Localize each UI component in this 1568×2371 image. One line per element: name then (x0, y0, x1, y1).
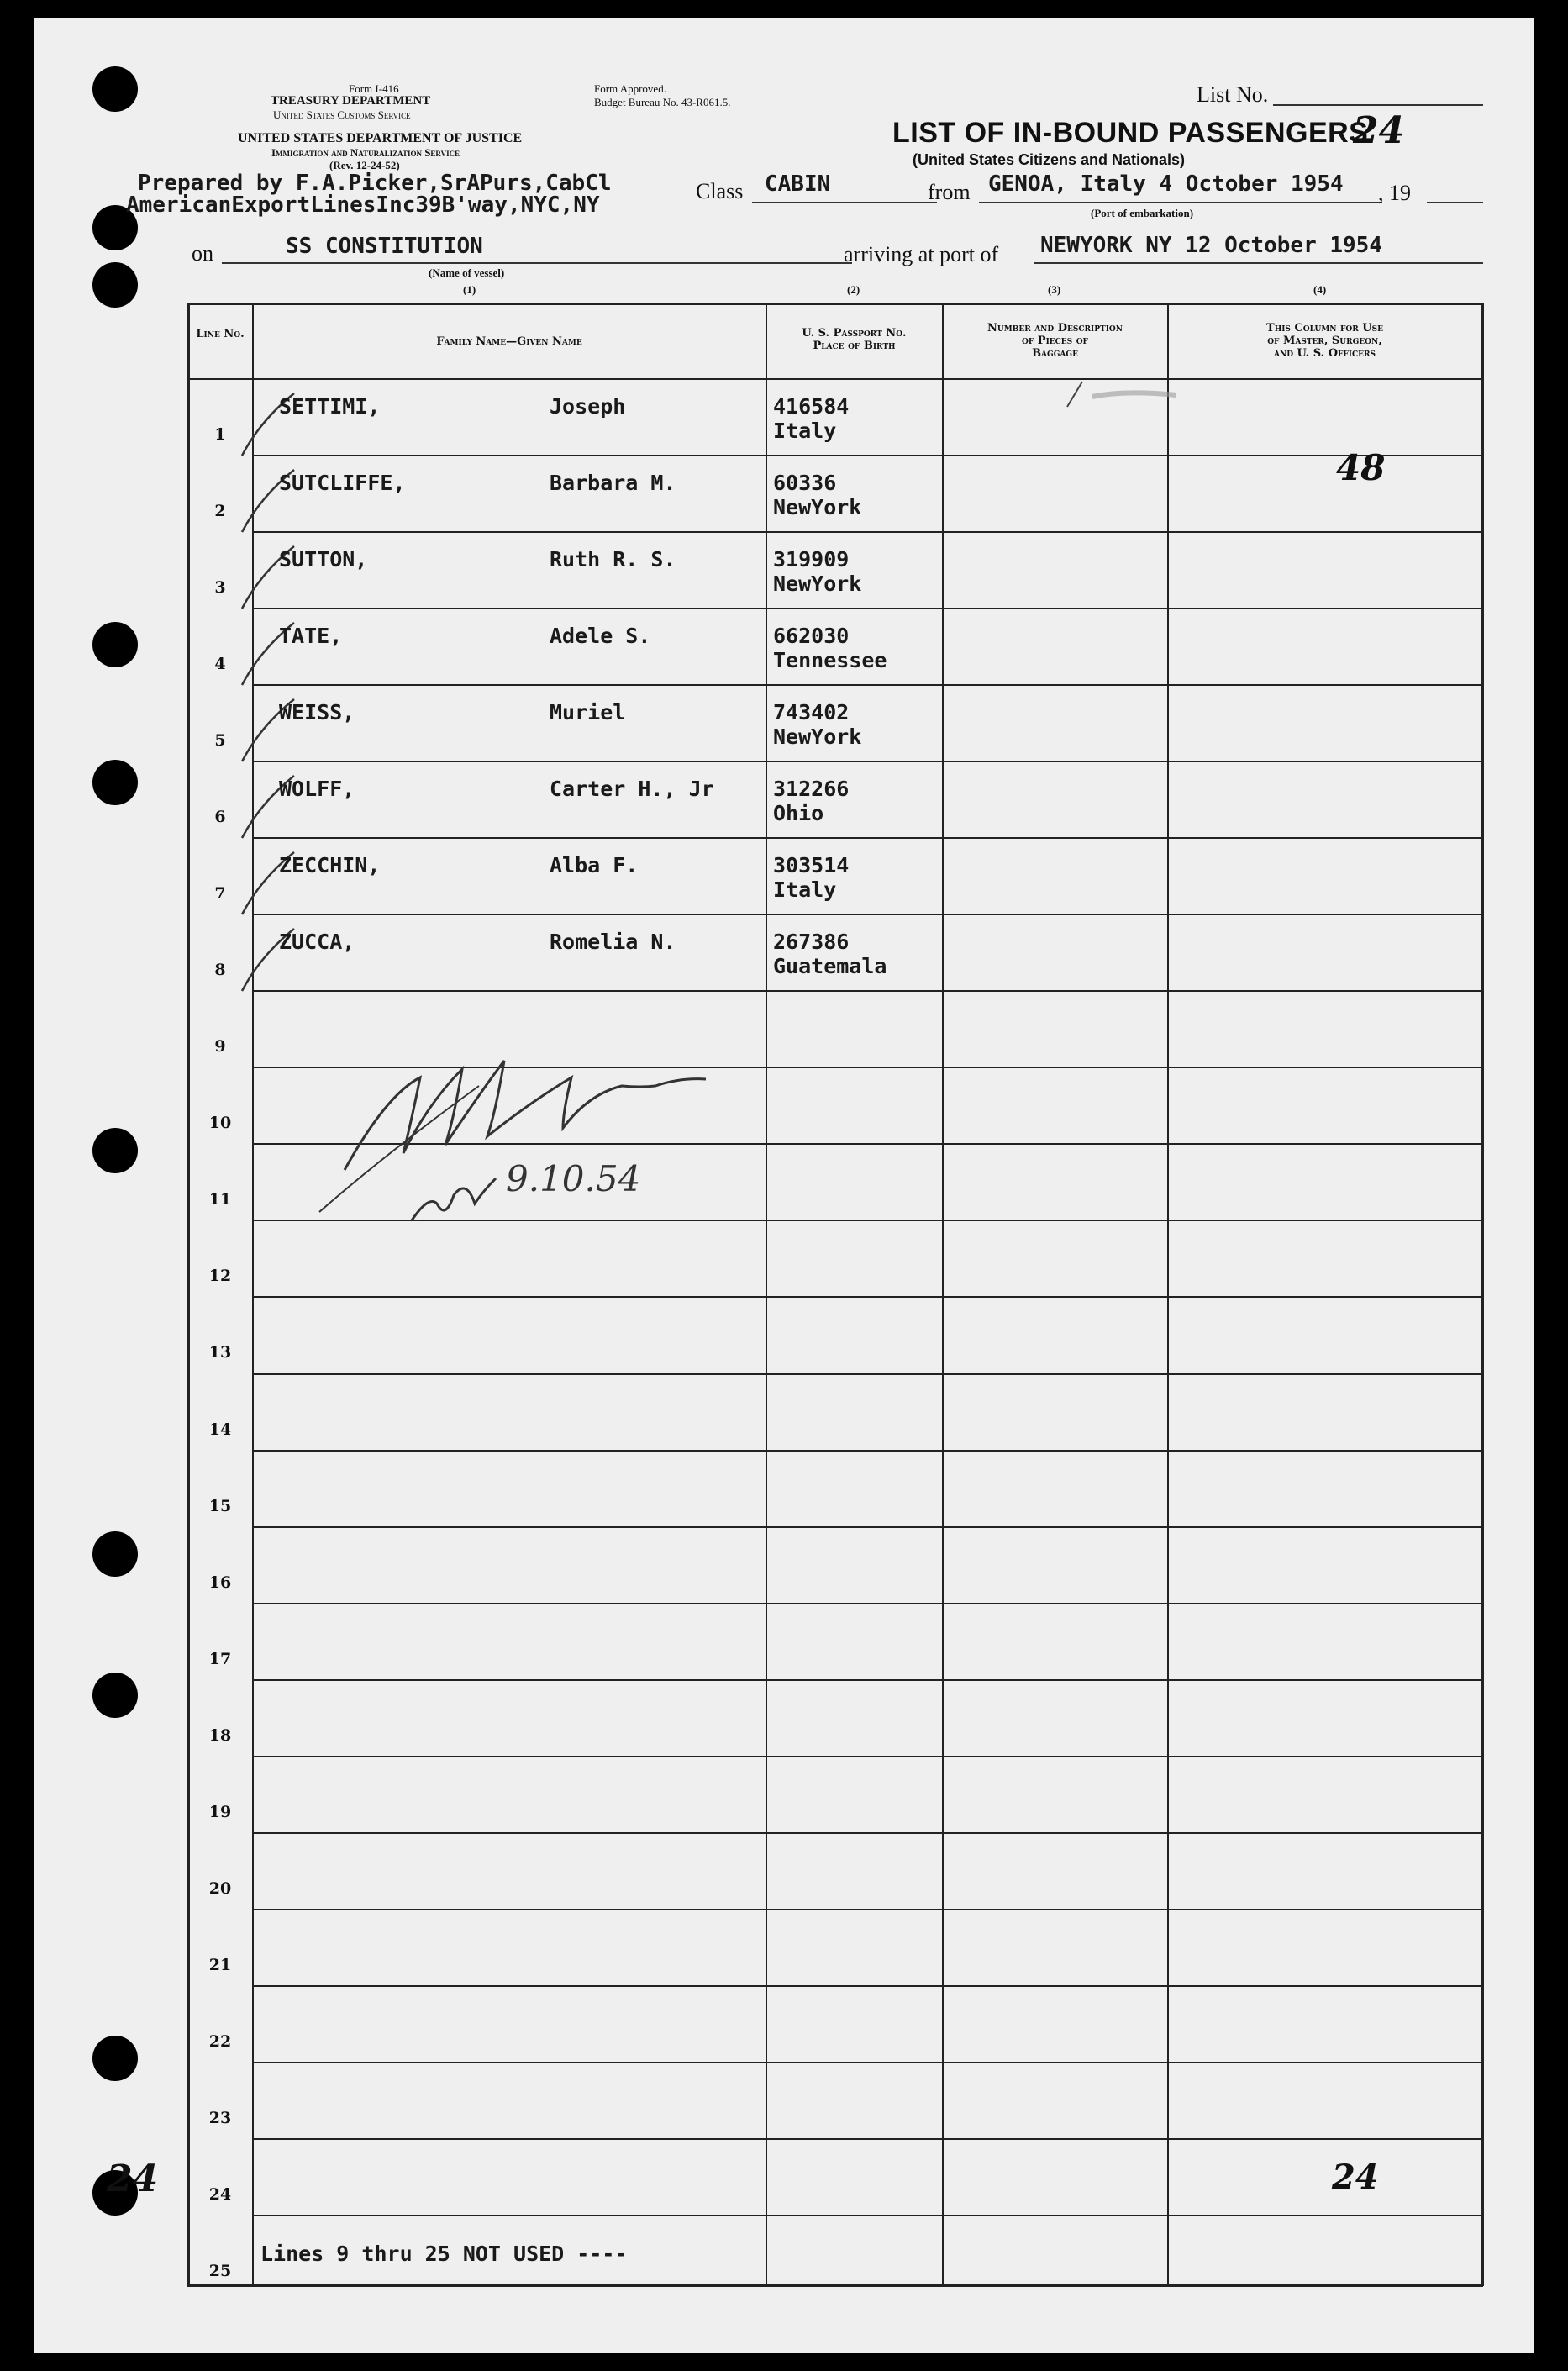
prepared-by-line2: AmericanExportLinesInc39B'way,NYC,NY (126, 192, 600, 218)
row-divider (252, 1373, 1483, 1375)
passenger-table (34, 18, 1534, 2353)
line-number: 4 (214, 655, 226, 674)
row-divider (252, 1679, 1483, 1681)
col-num-1: (1) (463, 283, 476, 296)
line-number: 2 (214, 502, 226, 521)
line-number: 14 (208, 1420, 232, 1439)
passenger-given-name: Ruth R. S. (550, 547, 676, 572)
place-of-birth: NewYork (773, 724, 862, 750)
col-num-2: (2) (847, 283, 860, 296)
passport-number: 312266 (773, 777, 850, 802)
line-number: 16 (208, 1573, 232, 1592)
vessel-caption: (Name of vessel) (429, 266, 505, 279)
line-number: 15 (208, 1496, 232, 1515)
passport-number: 743402 (773, 700, 850, 725)
revision: (Rev. 12-24-52) (329, 159, 400, 171)
passenger-family-name: SETTIMI, (279, 394, 381, 419)
col-header-baggage-3: Baggage (1032, 347, 1078, 360)
line-number: 7 (214, 884, 226, 904)
col-header-passport (767, 327, 941, 352)
passport-number: 60336 (773, 471, 837, 496)
line-number: 21 (208, 1955, 232, 1974)
line-number: 23 (208, 2108, 232, 2127)
lines-not-used-note: Lines 9 thru 25 NOT USED ---- (260, 2242, 628, 2266)
signature-date: 9.10.54 (506, 1158, 641, 1199)
row-divider (252, 2062, 1483, 2063)
row-divider (252, 455, 1483, 456)
row-divider (252, 837, 1483, 839)
col-header-passport-1: U. S. Passport No. (802, 327, 907, 340)
passenger-family-name: SUTTON, (279, 547, 368, 572)
line-number: 5 (214, 731, 226, 751)
col-divider-baggage (1167, 303, 1169, 2286)
arriving-label: arriving at port of (844, 242, 999, 266)
col-header-officers-1: This Column for Use (1266, 322, 1383, 335)
place-of-birth: Ohio (773, 801, 824, 826)
prepared-by-line1: Prepared by F.A.Picker,SrAPurs,CabCl (138, 171, 612, 196)
line-number: 24 (208, 2184, 232, 2204)
place-of-birth: Guatemala (773, 954, 887, 979)
table-bottom-border (187, 2284, 1483, 2287)
passenger-family-name: TATE, (279, 624, 343, 649)
row-divider (252, 684, 1483, 686)
passenger-family-name: WEISS, (279, 700, 355, 725)
place-of-birth: Italy (773, 877, 837, 903)
passenger-family-name: ZECCHIN, (279, 853, 381, 878)
from-label: from (928, 180, 971, 204)
vessel-name: SS CONSTITUTION (286, 234, 483, 259)
place-of-birth: NewYork (773, 495, 862, 520)
passenger-given-name: Adele S. (550, 624, 651, 649)
line-number: 12 (208, 1267, 232, 1286)
line-number: 8 (214, 961, 226, 980)
port-embark-caption: (Port of embarkation) (1091, 207, 1194, 219)
line-number: 11 (208, 1190, 232, 1209)
row-divider (252, 1296, 1483, 1298)
header-row-divider (187, 378, 1483, 380)
line-number: 19 (208, 1802, 232, 1821)
line-number: 18 (208, 1726, 232, 1745)
left-margin-number: 24 (107, 2158, 159, 2200)
list-subtitle: (United States Citizens and Nationals) (913, 151, 1186, 168)
row-divider (252, 1450, 1483, 1452)
on-label: on (192, 241, 213, 266)
passport-number: 319909 (773, 547, 850, 572)
line-number: 20 (208, 1878, 232, 1898)
budget-bureau: Budget Bureau No. 43-R061.5. (594, 96, 731, 108)
form-approved: Form Approved. (594, 82, 666, 95)
col-num-4: (4) (1313, 283, 1327, 296)
form-number: Form I-416 (349, 82, 399, 95)
row-divider (252, 2138, 1483, 2140)
line-number: 25 (208, 2261, 232, 2280)
table-top-border (187, 303, 1483, 305)
row-divider (252, 914, 1483, 915)
passenger-given-name: Barbara M. (550, 471, 676, 496)
row-divider (252, 1526, 1483, 1528)
passenger-family-name: SUTCLIFFE, (279, 471, 406, 496)
baggage-scribble (1059, 371, 1193, 414)
from-value: GENOA, Italy 4 October 1954 (988, 171, 1344, 197)
ins-service: Immigration and Naturalization Service (271, 146, 460, 159)
line-number: 3 (214, 578, 226, 598)
year-suffix: , 19 (1378, 181, 1411, 205)
col-header-line-no (190, 328, 250, 340)
row-divider (252, 1603, 1483, 1604)
row-divider (252, 1985, 1483, 1987)
list-title: LIST OF IN-BOUND PASSENGERS (892, 117, 1369, 149)
line-number: 1 (214, 425, 226, 444)
col-header-baggage-1: Number and Description (987, 322, 1123, 335)
row-divider (252, 761, 1483, 762)
col-num-3: (3) (1048, 283, 1061, 296)
col-header-officers-2: of Master, Surgeon, (1267, 335, 1382, 347)
table-right-border (1481, 303, 1484, 2286)
document-page (34, 18, 1534, 2353)
passport-number: 416584 (773, 394, 850, 419)
list-no-label: List No. (1197, 82, 1269, 107)
bottom-right-number: 24 (1332, 2158, 1379, 2197)
passenger-family-name: ZUCCA, (279, 930, 355, 955)
passenger-given-name: Alba F. (550, 853, 639, 878)
table-left-border (187, 303, 190, 2286)
row-divider (252, 990, 1483, 992)
place-of-birth: Italy (773, 419, 837, 443)
passport-number: 267386 (773, 930, 850, 955)
passenger-given-name: Joseph (550, 394, 626, 419)
col-header-line-no-text: Line No. (196, 328, 245, 340)
col-header-name-text: Family Name—Given Name (436, 335, 582, 348)
passenger-given-name: Muriel (550, 700, 626, 725)
line-number: 17 (208, 1649, 232, 1668)
place-of-birth: Tennessee (773, 648, 887, 673)
line-number: 13 (208, 1343, 232, 1362)
place-of-birth: NewYork (773, 572, 862, 597)
passport-number: 662030 (773, 624, 850, 649)
row-divider (252, 1832, 1483, 1834)
officer-count: 48 (1336, 447, 1386, 488)
passenger-given-name: Carter H., Jr (550, 777, 714, 802)
col-header-officers (1169, 322, 1481, 360)
row-divider (252, 531, 1483, 533)
col-header-name (254, 335, 765, 348)
col-header-baggage (944, 322, 1166, 360)
list-no-value: 24 (1353, 109, 1405, 152)
line-number: 6 (214, 808, 226, 827)
col-header-baggage-2: of Pieces of (1022, 335, 1088, 347)
arrival-value: NEWYORK NY 12 October 1954 (1040, 233, 1382, 258)
passport-number: 303514 (773, 853, 850, 878)
row-divider (252, 1909, 1483, 1910)
row-divider (252, 608, 1483, 609)
class-value: CABIN (765, 171, 831, 197)
officer-signature (286, 1027, 756, 1246)
passenger-given-name: Romelia N. (550, 930, 676, 955)
row-divider (252, 2215, 1483, 2216)
line-number: 22 (208, 2031, 232, 2051)
line-number: 10 (208, 1114, 232, 1133)
treasury-dept: TREASURY DEPARTMENT (271, 94, 431, 108)
justice-dept: UNITED STATES DEPARTMENT OF JUSTICE (238, 131, 523, 145)
customs-service: United States Customs Service (273, 108, 411, 121)
col-header-officers-3: and U. S. Officers (1273, 347, 1376, 360)
row-divider (252, 1756, 1483, 1757)
passenger-family-name: WOLFF, (279, 777, 355, 802)
class-label: Class (696, 179, 744, 203)
col-header-passport-2: Place of Birth (813, 340, 896, 352)
col-divider-name (766, 303, 767, 2286)
line-number: 9 (214, 1037, 226, 1056)
col-divider-passport (942, 303, 944, 2286)
